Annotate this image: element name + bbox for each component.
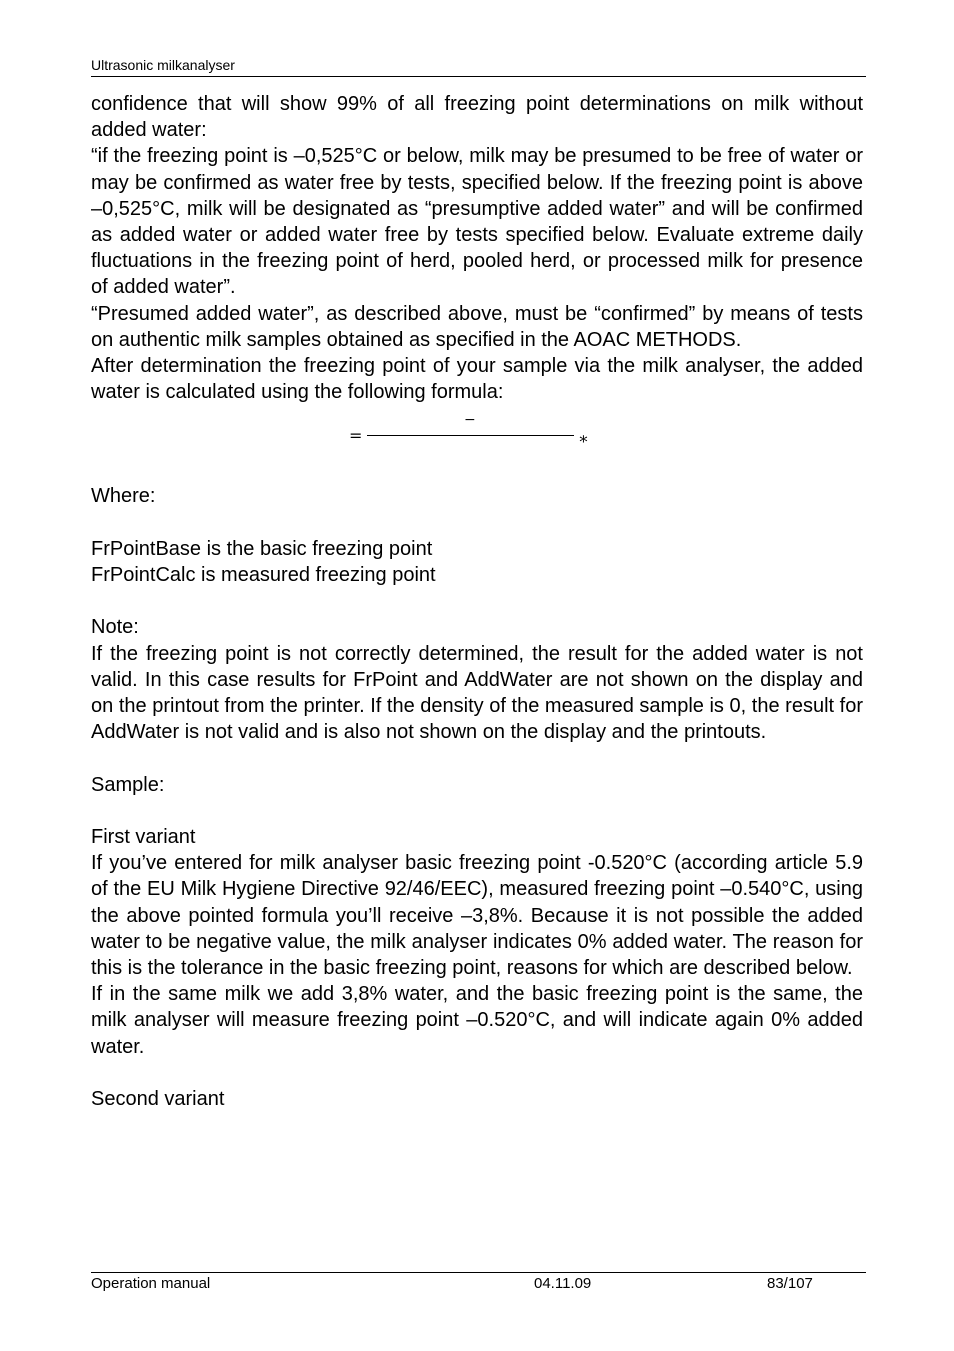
- page-body: [91, 91, 863, 1112]
- definition-frpointbase: FrPointBase is the basic freezing point: [91, 537, 433, 560]
- paragraph-aoac-quote: “if the freezing point is –0,525°C or below, milk may be presumed to be free of water or may be confirmed as water free by tests, specified below. If the freezing point is above –0,525°C, milk will be designated as “presumptive added water” and will be confirmed as added water or added water free by tests specified below. Evaluate extreme daily fluctuations in the freezing point of herd, pooled herd, or processed milk for presence of added water”.: [91, 145, 863, 299]
- footer-rule: [91, 1272, 866, 1273]
- first-variant-paragraph-2: If in the same milk we add 3,8% water, and the basic freezing point is the same, the milk analyser will measure freezing point –0.520°C, and will indicate again 0% added water.: [91, 983, 863, 1058]
- first-variant-label: First variant: [91, 826, 196, 849]
- formula-fraction-bar: [367, 435, 574, 436]
- sample-label: Sample:: [91, 773, 165, 796]
- paragraph-confidence: confidence that will show 99% of all freezing point determinations on milk without added water:: [91, 93, 863, 142]
- first-variant-paragraph-1: If you’ve entered for milk analyser basic freezing point -0.520°C (according article 5.9 of the EU Milk Hygiene Directive 92/46/EEC), measured freezing point –0.540°C, using the above pointed formula you’ll receive –3,8%. Because it is not possible the added water to be negative value, the milk analyser indicates 0% added water. The reason for this is the tolerance in the basic freezing point, reasons for which are described below.: [91, 852, 863, 980]
- added-water-formula: [91, 405, 863, 483]
- where-label: Where:: [91, 485, 156, 508]
- note-label: Note:: [91, 616, 139, 639]
- page-header-title: Ultrasonic milkanalyser: [91, 57, 235, 73]
- footer-date: 04.11.09: [534, 1275, 592, 1292]
- formula-equals-sign: =: [349, 426, 363, 446]
- formula-multiply-sign: ∗: [578, 429, 589, 449]
- footer-page-number: 83/107: [767, 1275, 813, 1292]
- header-rule: [91, 76, 866, 77]
- paragraph-presumed-added-water: “Presumed added water”, as described above, must be “confirmed” by means of tests on authentic milk samples obtained as specified in the AOAC METHODS.: [91, 302, 863, 351]
- formula-minus-sign: −: [464, 412, 476, 429]
- definition-frpointcalc: FrPointCalc is measured freezing point: [91, 564, 436, 587]
- footer-document-name: Operation manual: [91, 1275, 211, 1292]
- paragraph-formula-intro: After determination the freezing point of your sample via the milk analyser, the added water is calculated using the following formula:: [91, 355, 863, 404]
- note-text: If the freezing point is not correctly determined, the result for the added water is not valid. In this case results for FrPoint and AddWater are not shown on the display and on the printout from the printer. If the density of the measured sample is 0, the result for AddWater is not valid and is also not shown on the display and the printouts.: [91, 642, 863, 744]
- second-variant-label: Second variant: [91, 1088, 225, 1111]
